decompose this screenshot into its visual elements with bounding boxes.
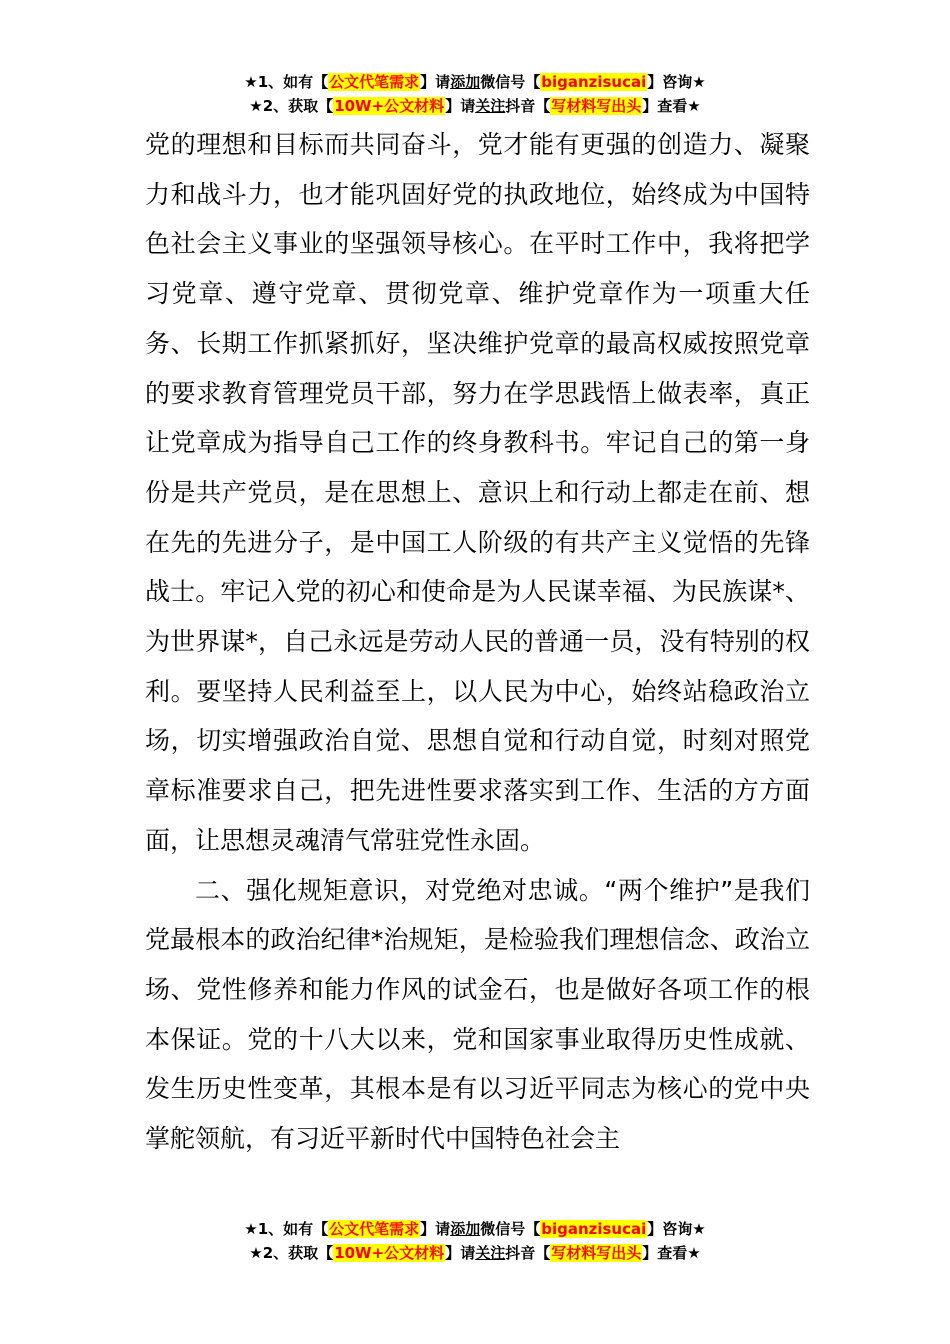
header-banner [0, 70, 950, 118]
footer-banner [0, 1217, 950, 1265]
highlight-douyin-id: 写材料写出头 [551, 1244, 642, 1262]
banner-line-2: ★2、获取【10W+公文材料】请关注抖音【写材料写出头】查看★ [249, 97, 701, 115]
banner-line-1: ★1、如有【公文代笔需求】请添加微信号【biganzisucai】咨询★ [244, 1220, 706, 1238]
highlight-wechat-id: biganzisucai [541, 73, 647, 91]
banner-line-2: ★2、获取【10W+公文材料】请关注抖音【写材料写出头】查看★ [249, 1244, 701, 1262]
highlight-materials: 10W+公文材料 [334, 97, 445, 115]
body-paragraph-1: 党的理想和目标而共同奋斗，党才能有更强的创造力、凝聚力和战斗力，也才能巩固好党的执政地位，始终成为中国特色社会主义事业的坚强领导核心。在平时工作中，我将把学习党章、遵守党章、贯彻党章、维护党章作为一项重大任务、长期工作抓紧抓好，坚决维护党章的最高权威按照党章的要求教育管理党员干部，努力在学思践悟上做表率，真正让党章成为指导自己工作的终身教科书。牢记自己的第一身份是共产党员，是在思想上、意识上和行动上都走在前、想在先的先进分子，是中国工人阶级的有共产主义觉悟的先锋战士。牢记入党的初心和使命是为人民谋幸福、为民族谋*、为世界谋*，自己永远是劳动人民的普通一员，没有特别的权利。要坚持人民利益至上，以人民为中心，始终站稳政治立场，切实增强政治自觉、思想自觉和行动自觉，时刻对照党章标准要求自己，把先进性要求落实到工作、生活的方方面面，让思想灵魂清气常驻党性永固。 [145, 130, 810, 855]
highlight-materials: 10W+公文材料 [334, 1244, 445, 1262]
highlight-service: 公文代笔需求 [329, 73, 420, 91]
highlight-service: 公文代笔需求 [329, 1220, 420, 1238]
document-body [145, 120, 810, 1164]
highlight-wechat-id: biganzisucai [541, 1220, 647, 1238]
banner-line-1: ★1、如有【公文代笔需求】请添加微信号【biganzisucai】咨询★ [244, 73, 706, 91]
highlight-douyin-id: 写材料写出头 [551, 97, 642, 115]
body-paragraph-2: 二、强化规矩意识，对党绝对忠诚。“两个维护”是我们党最根本的政治纪律*治规矩，是检验我们理想信念、政治立场、党性修养和能力作风的试金石，也是做好各项工作的根本保证。党的十八大以来，党和国家事业取得历史性成就、发生历史性变革，其根本是有以习近平同志为核心的党中央掌舵领航，有习近平新时代中国特色社会主 [145, 875, 810, 1154]
